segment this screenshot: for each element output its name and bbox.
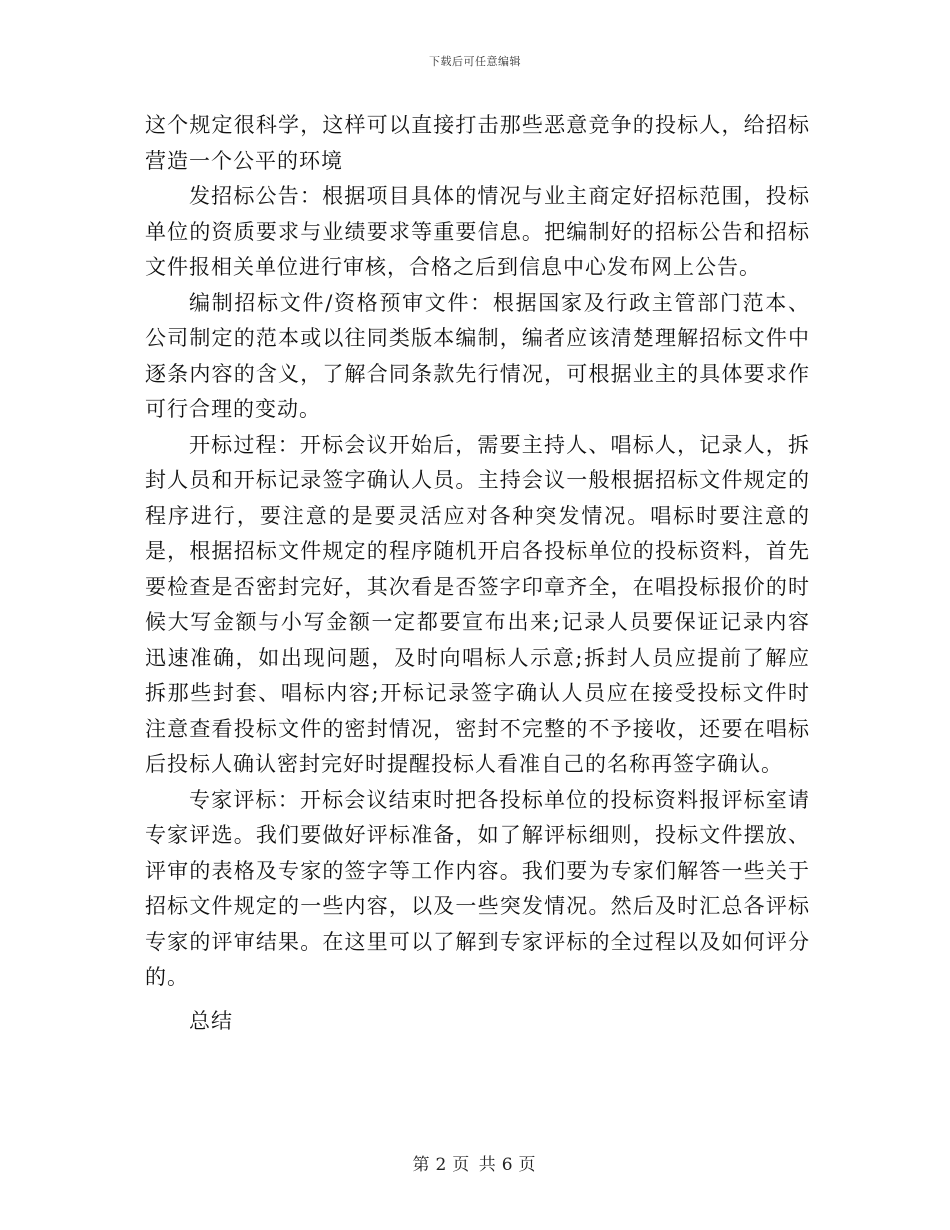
footer-middle: 页 共 (452, 1155, 498, 1175)
paragraph-6-summary-heading: 总结 (189, 1008, 233, 1033)
footer-total-pages: 6 (501, 1155, 515, 1175)
paragraph-1: 这个规定很科学，这样可以直接打击那些恶意竞争的投标人，给招标营造一个公平的环境 (145, 113, 810, 173)
document-body (145, 108, 810, 1039)
footer-page-number: 2 (435, 1155, 449, 1175)
paragraph-3: 编制招标文件/资格预审文件：根据国家及行政主管部门范本、公司制定的范本或以往同类版本编制，编者应该清楚理解招标文件中逐条内容的含义，了解合同条款先行情况，可根据业主的具体要求作可行合理的变动。 (145, 290, 810, 421)
page-header: 下载后可任意编辑 (429, 55, 521, 68)
page-footer (0, 1150, 950, 1175)
paragraph-4: 开标过程：开标会议开始后，需要主持人、唱标人，记录人，拆封人员和开标记录签字确认人员。主持会议一般根据招标文件规定的程序进行，要注意的是要灵活应对各种突发情况。唱标时要注意的是，根据招标文件规定的程序随机开启各投标单位的投标资料，首先要检查是否密封完好，其次看是否签字印章齐全，在唱投标报价的时候大写金额与小写金额一定都要宣布出来;记录人员要保证记录内容迅速准确，如出现问题，及时向唱标人示意;拆封人员应提前了解应拆那些封套、唱标内容;开标记录签字确认人员应在接受投标文件时注意查看投标文件的密封情况，密封不完整的不予接收，还要在唱标后投标人确认密封完好时提醒投标人看准自己的名称再签字确认。 (145, 432, 810, 776)
paragraph-2: 发招标公告：根据项目具体的情况与业主商定好招标范围，投标单位的资质要求与业绩要求等重要信息。把编制好的招标公告和招标文件报相关单位进行审核，合格之后到信息中心发布网上公告。 (145, 184, 810, 279)
footer-suffix: 页 (518, 1155, 538, 1175)
footer-prefix: 第 (412, 1155, 432, 1175)
paragraph-5: 专家评标：开标会议结束时把各投标单位的投标资料报评标室请专家评选。我们要做好评标准备，如了解评标细则，投标文件摆放、评审的表格及专家的签字等工作内容。我们要为专家们解答一些关于招标文件规定的一些内容，以及一些突发情况。然后及时汇总各评标专家的评审结果。在这里可以了解到专家评标的全过程以及如何评分的。 (145, 787, 810, 989)
